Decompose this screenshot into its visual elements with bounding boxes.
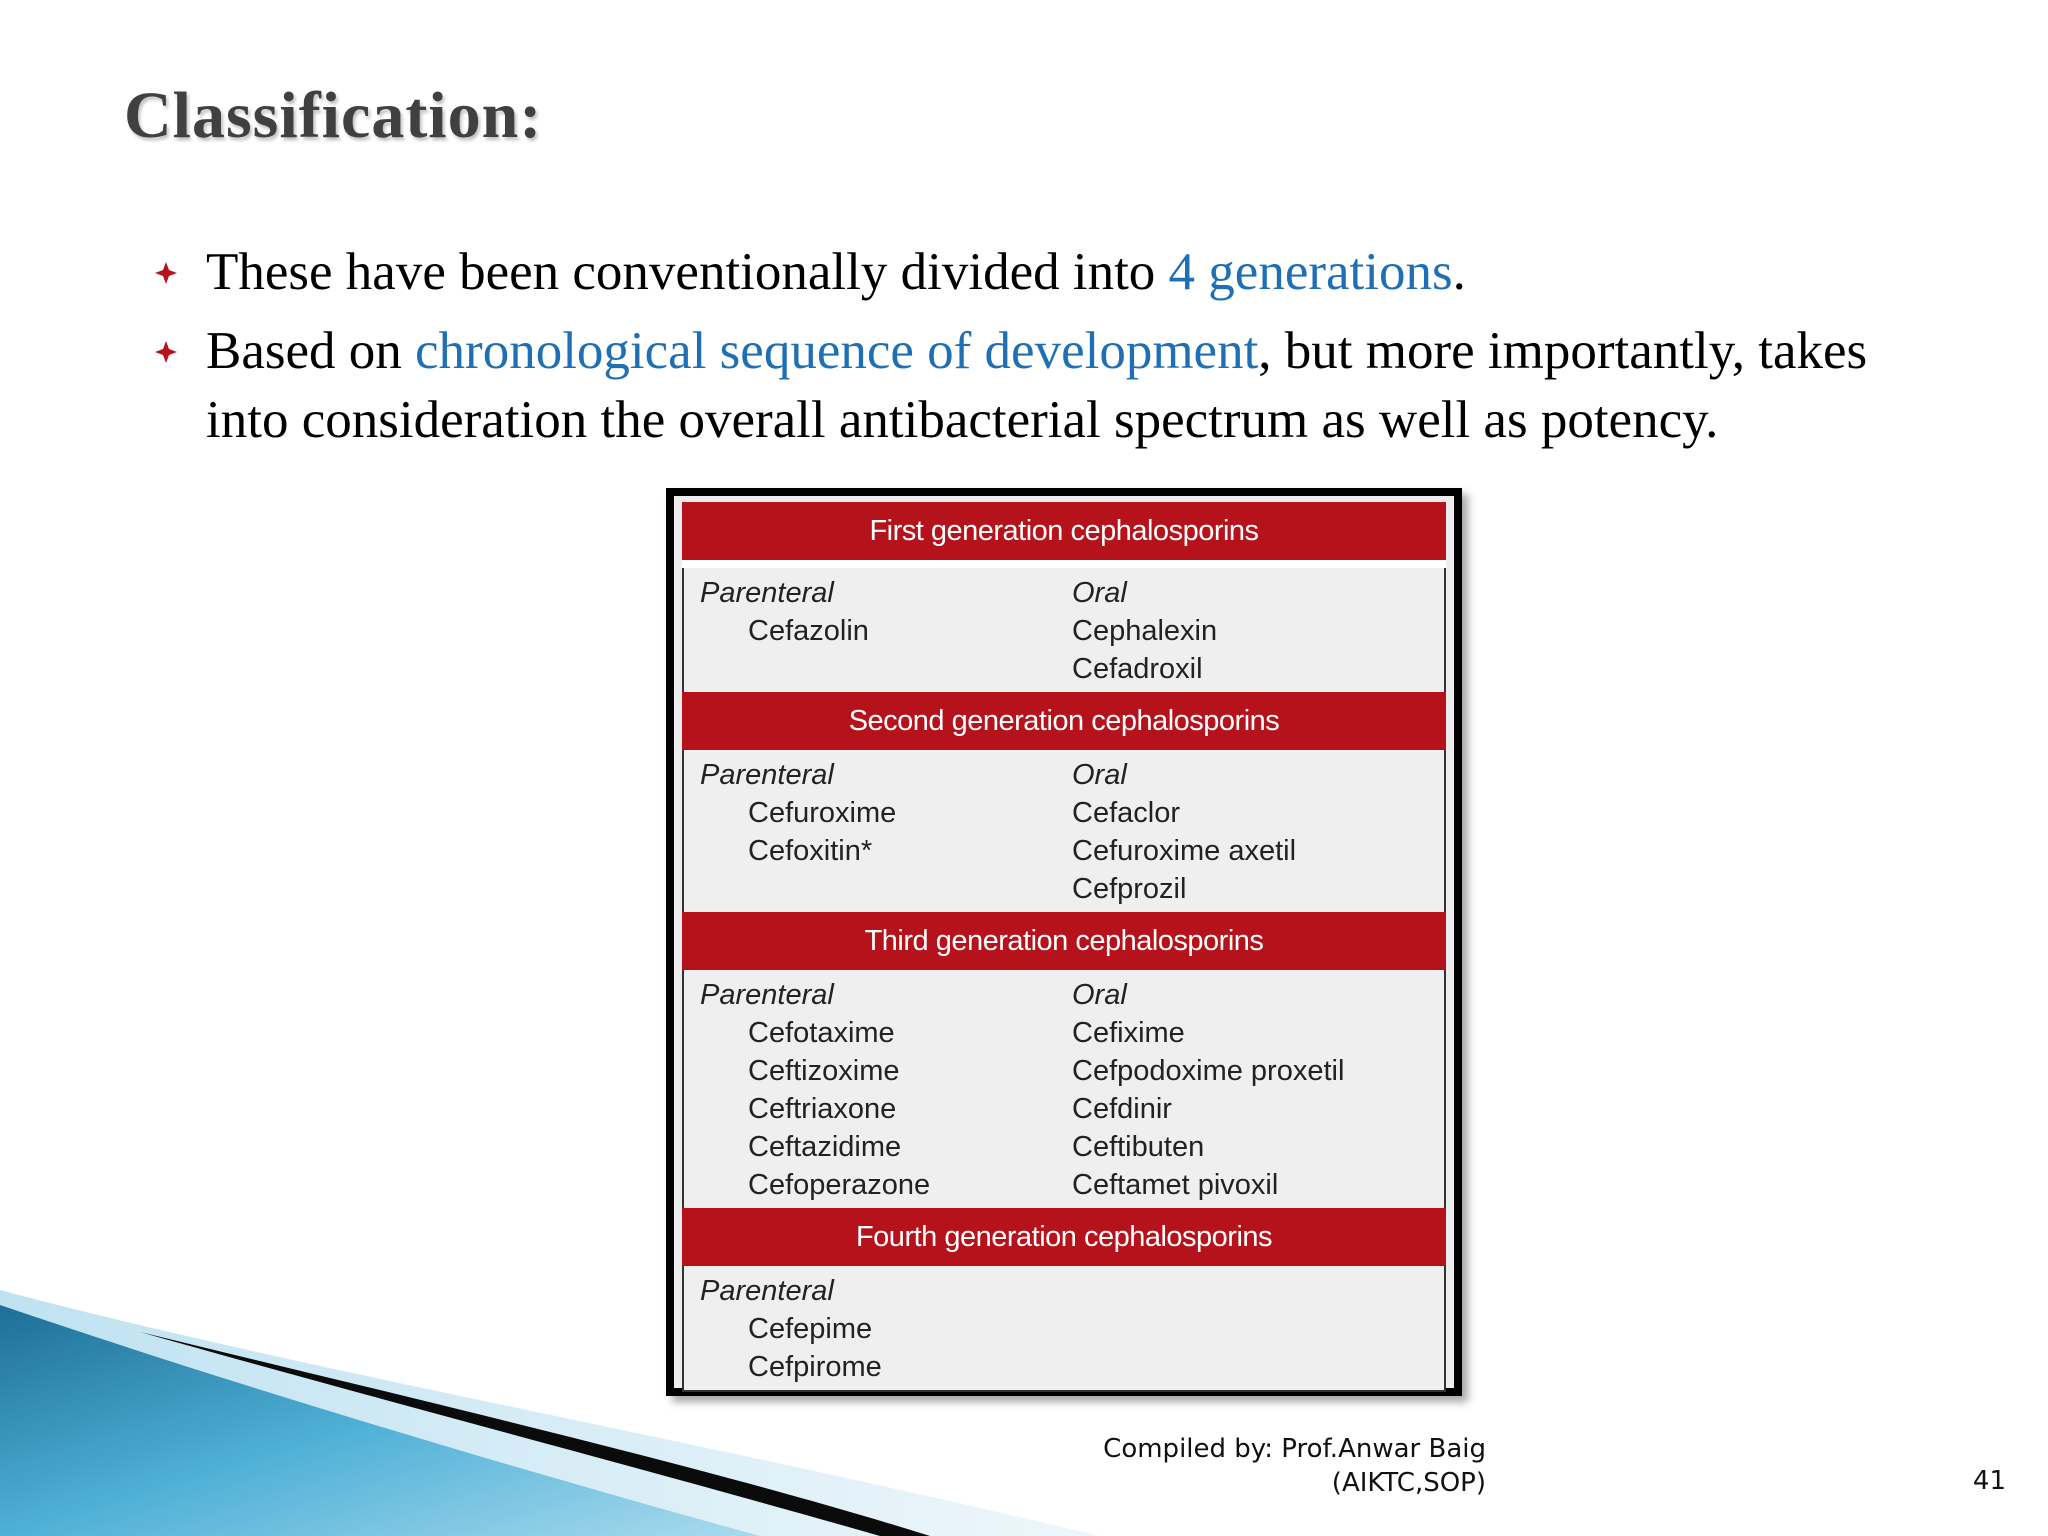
generation-body [682,750,1446,912]
drug-name: Ceftamet pivoxil [1072,1169,1279,1201]
page-number: 41 [1972,1466,2006,1496]
header-gap [682,560,1446,568]
generation-body [682,970,1446,1208]
parenteral-column [700,574,1072,688]
drug-name: Cefixime [1072,1017,1185,1049]
footer-line-1: Compiled by: Prof.Anwar Baig [1103,1434,1486,1464]
drug-name: Cefazolin [748,615,869,647]
footer-line-2: (AIKTC,SOP) [1331,1468,1486,1498]
bullet-highlight: 4 generations [1168,243,1453,301]
drug-name: Cefuroxime axetil [1072,835,1297,867]
bullet-text: . [1452,243,1466,301]
generation-body [682,568,1446,692]
drug-name: Ceftibuten [1072,1131,1205,1163]
oral-label: Oral [1072,759,1127,791]
drug-name: Cefpirome [748,1351,882,1383]
bullet-text: , but more importantly, takes into consideration the overall antibacterial spectrum as well as potency. [206,322,1868,449]
parenteral-label: Parenteral [700,1275,834,1307]
parenteral-label: Parenteral [700,577,834,609]
cephalosporin-table-figure [666,488,1462,1396]
drug-name: Cefoxitin* [748,835,873,867]
parenteral-column [700,976,1072,1204]
bullet-highlight: chronological sequence of development [415,322,1259,380]
oral-column [1072,1272,1444,1386]
diamond-bullet-icon [154,340,178,364]
drug-name: Cefdinir [1072,1093,1172,1125]
generation-body [682,1266,1446,1392]
drug-name: Cefoperazone [748,1169,931,1201]
oral-label: Oral [1072,577,1127,609]
drug-name: Cefadroxil [1072,653,1203,685]
bullet-list [150,238,1910,465]
parenteral-label: Parenteral [700,979,834,1011]
parenteral-column [700,1272,1072,1386]
drug-name: Cephalexin [1072,615,1218,647]
drug-name: Ceftriaxone [748,1093,897,1125]
oral-label: Oral [1072,979,1127,1011]
drug-name: Cefuroxime [748,797,897,829]
drug-name: Cefotaxime [748,1017,895,1049]
slide-title: Classification: [124,79,543,152]
bullet-item [150,238,1910,307]
generation-header: Third generation cephalosporins [682,912,1446,970]
bullet-text: Based on [206,322,416,380]
bullet-text: These have been conventionally divided into [206,243,1169,301]
drug-name: Ceftizoxime [748,1055,900,1087]
drug-name: Cefpodoxime proxetil [1072,1055,1345,1087]
generation-header: Second generation cephalosporins [682,692,1446,750]
drug-name: Cefepime [748,1313,873,1345]
oral-column [1072,756,1444,908]
cephalosporin-table [674,496,1454,1388]
diamond-bullet-icon [154,261,178,285]
oral-column [1072,574,1444,688]
oral-column [1072,976,1444,1204]
drug-name: Cefaclor [1072,797,1180,829]
bullet-item [150,317,1910,455]
parenteral-column [700,756,1072,908]
drug-name: Ceftazidime [748,1131,902,1163]
generation-header: First generation cephalosporins [682,502,1446,560]
drug-name: Cefprozil [1072,873,1187,905]
parenteral-label: Parenteral [700,759,834,791]
generation-header: Fourth generation cephalosporins [682,1208,1446,1266]
footer-credit [1103,1432,1486,1500]
